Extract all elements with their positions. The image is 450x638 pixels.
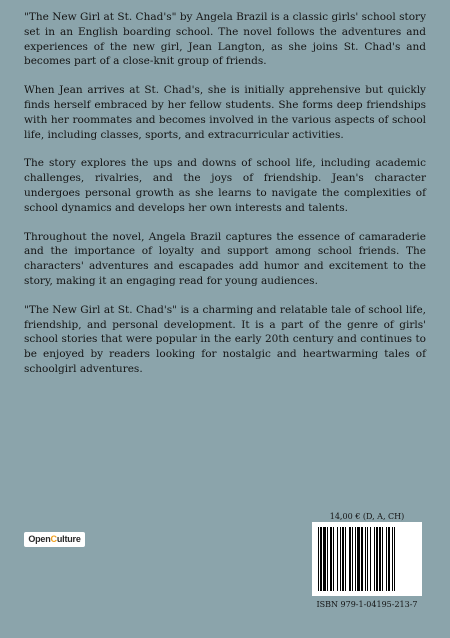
blurb-paragraph-5: "The New Girl at St. Chad's" is a charming and relatable tale of school life, friendship, and personal development. It is a part of the genre of girls' school stories that were popular in the early 20th century and continues to be enjoyed by readers looking for nostalgic and heartwarming tales of schoolgirl adventures.	[24, 303, 426, 375]
blurb-paragraph-2: When Jean arrives at St. Chad's, she is initially apprehensive but quickly finds herself embraced by her fellow students. She forms deep friendships with her roommates and becomes involved in the various aspects of school life, including classes, sports, and extracurricular activities.	[24, 84, 426, 141]
barcode-bars	[312, 522, 422, 596]
blurb-paragraph-3: The story explores the ups and downs of school life, including academic challenges, rivalries, and the joys of friendship. Jean's character undergoes personal growth as she learns to navigate the complexities of school dynamics and develops her own interests and talents.	[24, 157, 426, 214]
publisher-logo	[24, 532, 85, 547]
blurb-paragraph-4: Throughout the novel, Angela Brazil captures the essence of camaraderie and the importance of loyalty and support among school friends. The characters' adventures and escapades add humor and excitement to the story, making it an engaging read for young audiences.	[24, 230, 426, 287]
logo-prefix: Open	[28, 534, 51, 544]
logo-mark: C	[50, 534, 57, 544]
barcode	[312, 522, 422, 596]
logo-suffix: ulture	[56, 534, 81, 544]
blurb-paragraph-1: "The New Girl at St. Chad's" by Angela Brazil is a classic girls' school story set in an English boarding school. The novel follows the adventures and experiences of the new girl, Jean Langton, as she joins St. Chad's and becomes part of a close-knit group of friends.	[24, 11, 426, 68]
isbn-label: ISBN 979-1-04195-213-7	[316, 600, 418, 609]
price-label: 14,00 € (D, A, CH)	[329, 512, 405, 521]
back-cover-blurb	[24, 10, 426, 391]
